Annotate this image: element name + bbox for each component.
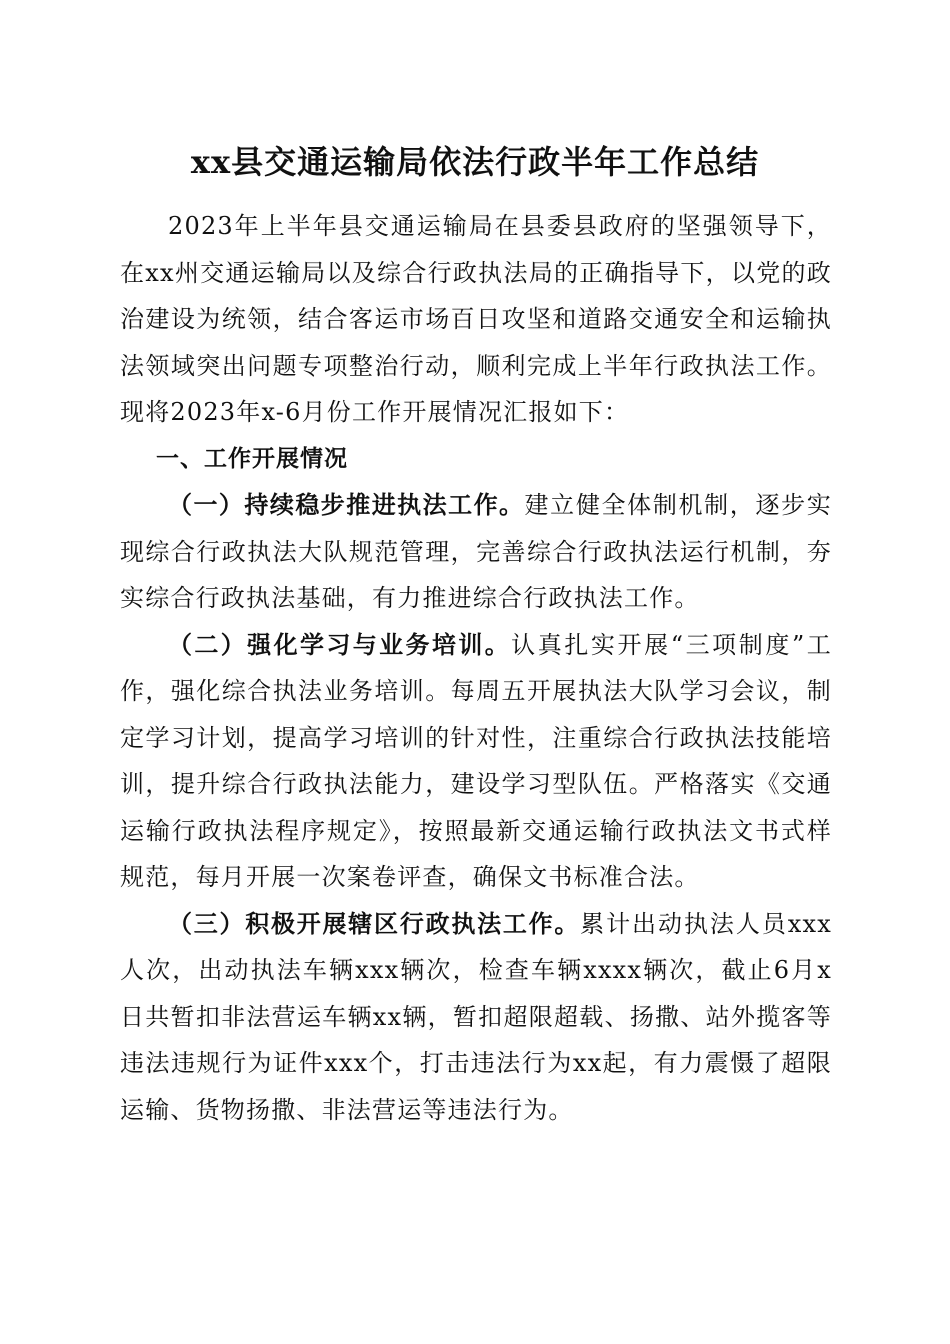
item-paragraph-3 [120,901,832,1134]
item-paragraph-1 [120,482,832,622]
section-heading: 一、工作开展情况 [156,445,348,472]
document-body [120,203,832,1133]
item-lead-1: （一）持续稳步推进执法工作。 [168,491,525,519]
item-text-1: 建立健全体制机制，逐步实现综合行政执法大队规范管理，完善综合行政执法运行机制，夯实综合行政执法基础，有力推进综合行政执法工作。 [120,491,833,612]
item-text-2: 认真扎实开展“三项制度”工作，强化综合执法业务培训。每周五开展执法大队学习会议，制定学习计划，提高学习培训的针对性，注重综合行政执法技能培训，提升综合行政执法能力，建设学习型队伍。严格落实《交通运输行政执法程序规定》，按照最新交通运输行政执法文书式样规范，每月开展一次案卷评查，确保文书标准合法。 [120,630,833,891]
document-title: xx县交通运输局依法行政半年工作总结 [190,143,760,181]
intro-paragraph: 2023年上半年县交通运输局在县委县政府的坚强领导下，在xx州交通运输局以及综合行政执法局的正确指导下，以党的政治建设为统领，结合客运市场百日攻坚和道路交通安全和运输执法领域突出问题专项整治行动，顺利完成上半年行政执法工作。现将2023年x-6月份工作开展情况汇报如下： [120,212,832,426]
item-paragraph-2 [120,622,832,901]
item-text-3: 累计出动执法人员xxx人次，出动执法车辆xxx辆次，检查车辆xxxx辆次，截止6月x日共暂扣非法营运车辆xx辆，暂扣超限超载、扬撒、站外揽客等违法违规行为证件xxx个，打击违法行为xx起，有力震慑了超限运输、货物扬撒、非法营运等违法行为。 [120,909,832,1124]
item-lead-2: （二）强化学习与业务培训。 [168,630,512,659]
item-lead-3: （三）积极开展辖区行政执法工作。 [168,909,581,938]
